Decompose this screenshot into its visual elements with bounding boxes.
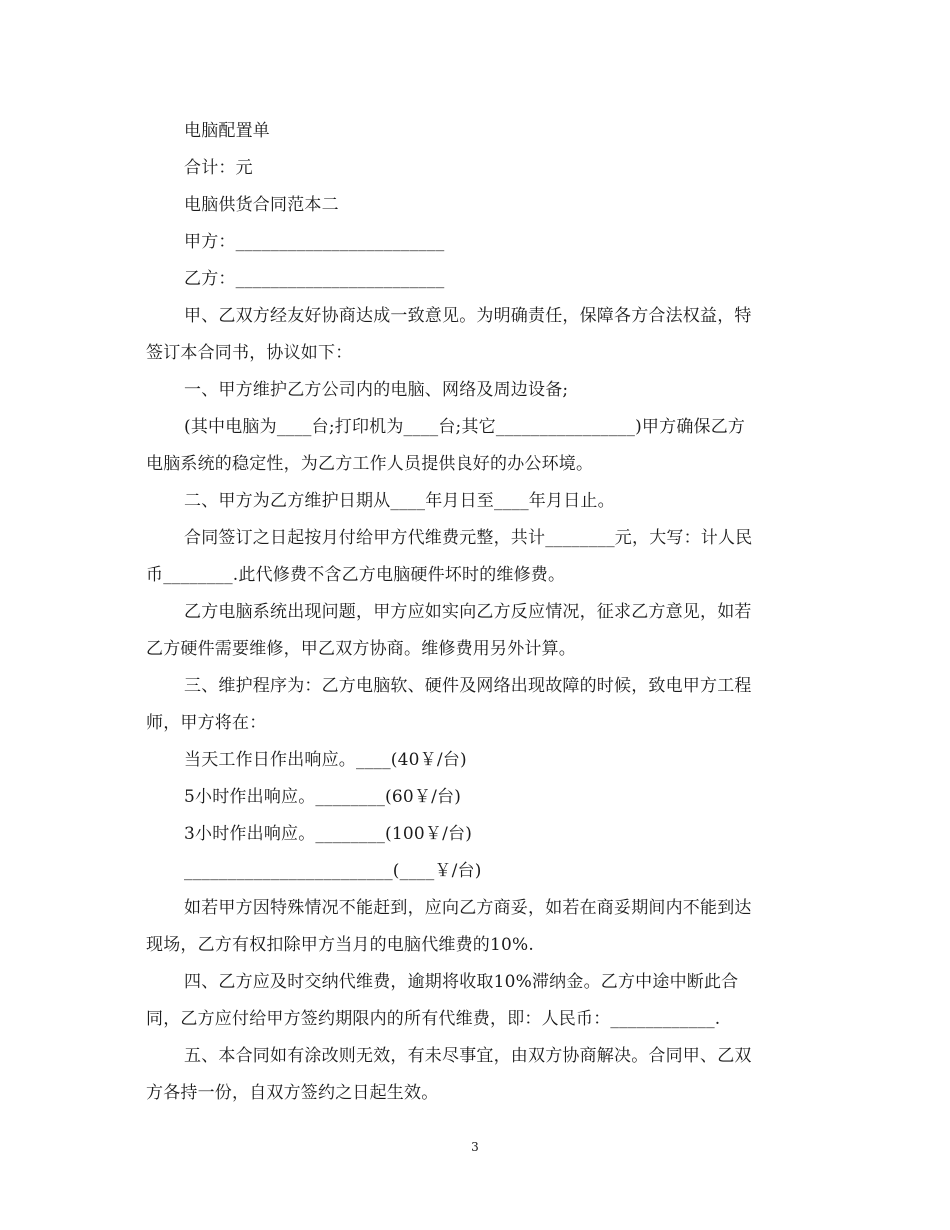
paragraph-line: 币________.此代修费不含乙方电脑硬件坏时的维修费。 [146,565,566,585]
paragraph-line: 三、维护程序为：乙方电脑软、硬件及网络出现故障的时候，致电甲方工程 [184,676,752,696]
paragraph-line: 如若甲方因特殊情况不能赶到，应向乙方商妥，如若在商妥期间内不能到达 [184,898,752,918]
page-number: 3 [471,1140,479,1154]
paragraph-line: 签订本合同书，协议如下： [146,343,353,363]
paragraph-line: 方各持一份，自双方签约之日起生效。 [146,1083,439,1103]
contract-title: 电脑供货合同范本二 [184,195,339,215]
response-line: 5小时作出响应。________(60￥/台) [184,787,462,807]
response-line: 3小时作出响应。________(100￥/台) [184,824,473,844]
paragraph-line: 二、甲方为乙方维护日期从____年月日至____年月日止。 [184,491,615,511]
paragraph-line: 师，甲方将在： [146,713,267,733]
paragraph-line: 五、本合同如有涂改则无效，有未尽事宜，由双方协商解决。合同甲、乙双 [184,1046,752,1066]
paragraph-line: 现场，乙方有权扣除甲方当月的电脑代维费的10%. [146,935,534,955]
heading-config-list: 电脑配置单 [184,121,270,141]
paragraph-line: 电脑系统的稳定性，为乙方工作人员提供良好的办公环境。 [146,454,594,474]
paragraph-line: 同，乙方应付给甲方签约期限内的所有代维费，即：人民币：____________. [146,1009,721,1029]
response-line: 当天工作日作出响应。____(40￥/台) [184,750,467,770]
paragraph-line: 合同签订之日起按月付给甲方代维费元整，共计________元，大写：计人民 [184,528,753,548]
paragraph-line: 乙方硬件需要维修，甲乙双方协商。维修费用另外计算。 [146,639,576,659]
paragraph-line: (其中电脑为____台;打印机为____台;其它________________)甲方确保乙方 [184,417,746,437]
paragraph-line: 四、乙方应及时交纳代维费，逾期将收取10%滞纳金。乙方中途中断此合 [184,972,739,992]
party-b-line: 乙方：________________________ [184,269,445,289]
paragraph-line: 一、甲方维护乙方公司内的电脑、网络及周边设备; [184,380,569,400]
paragraph-line: 乙方电脑系统出现问题，甲方应如实向乙方反应情况，征求乙方意见，如若 [184,602,752,622]
total-line: 合计：元 [184,158,253,178]
paragraph-line: 甲、乙双方经友好协商达成一致意见。为明确责任，保障各方合法权益，特 [184,306,752,326]
response-line: ________________________(____￥/台) [184,861,482,881]
party-a-line: 甲方：________________________ [184,232,445,252]
